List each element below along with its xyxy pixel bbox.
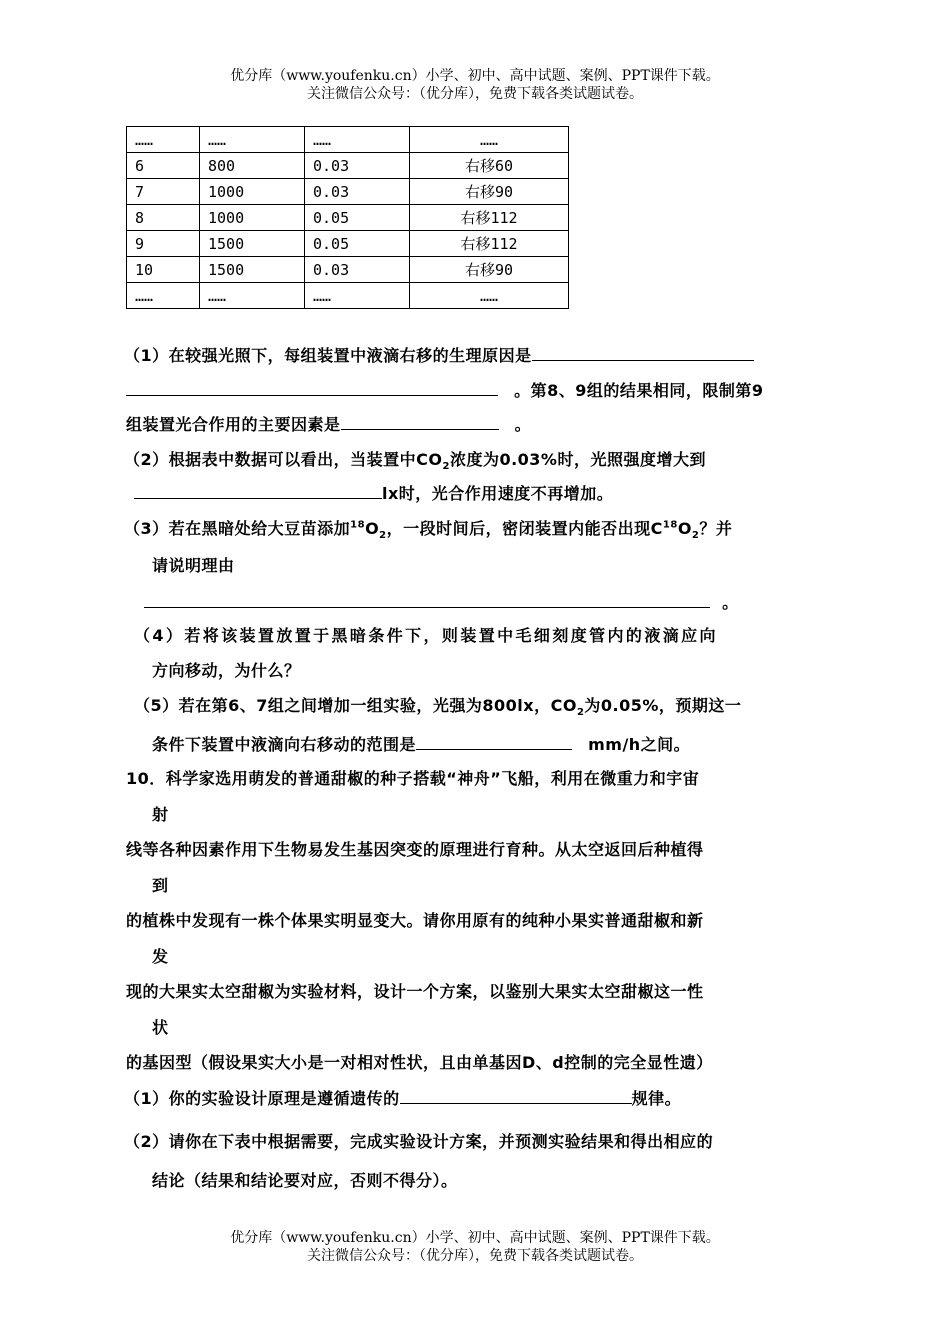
table-cell: 1500 xyxy=(200,231,305,257)
q2-text-b: 浓度为0.03%时，光照强度增大到 xyxy=(449,450,706,469)
q2-line-2 xyxy=(134,481,613,504)
table-cell: 0.03 xyxy=(305,257,410,283)
q3-text-b: O xyxy=(365,519,380,538)
table-cell: 0.05 xyxy=(305,205,410,231)
q5-text-c: 条件下装置中液滴向右移动的范围是 xyxy=(152,735,417,754)
q1-line-3 xyxy=(126,412,531,435)
q3-line-3 xyxy=(144,590,739,613)
table-cell: 1000 xyxy=(200,179,305,205)
table-row xyxy=(127,205,569,231)
q3-line-2: 请说明理由 xyxy=(152,556,235,575)
table-cell: …… xyxy=(305,127,410,153)
table-row xyxy=(127,179,569,205)
q10-line-3: 的植株中发现有一株个体果实明显变大。请你用原有的纯种小果实普通甜椒和新 xyxy=(126,911,704,930)
q4-line-1: （4）若将该装置放置于黑暗条件下，则装置中毛细刻度管内的液滴应向 xyxy=(134,626,718,645)
table-row xyxy=(127,127,569,153)
q5-blank[interactable] xyxy=(416,732,572,750)
q3-text-g: 。 xyxy=(722,593,739,612)
table-cell: 8 xyxy=(127,205,200,231)
table-cell: 0.05 xyxy=(305,231,410,257)
q3-sub-2: 2 xyxy=(691,530,700,542)
q10-line-3b: 发 xyxy=(152,947,169,966)
q10-line-1: 10．科学家选用萌发的普通甜椒的种子搭载“神舟”飞船，利用在微重力和宇宙 xyxy=(126,769,700,788)
table-row xyxy=(127,257,569,283)
q5-text-b: 为0.05%，预期这一 xyxy=(584,696,742,715)
table-cell: 0.03 xyxy=(305,153,410,179)
table-cell: 右移90 xyxy=(410,257,569,283)
data-table xyxy=(126,126,569,309)
q1-blank-2[interactable] xyxy=(126,378,498,396)
q10-part-1-text-a: （1）你的实验设计原理是遵循遗传的 xyxy=(124,1089,400,1108)
q3-text-a: （3）若在黑暗处给大豆苗添加 xyxy=(124,519,351,538)
table-cell: …… xyxy=(410,283,569,309)
q3-text-c: ，一段时间后，密闭装置内能否出现C xyxy=(386,519,663,538)
q4-line-2: 方向移动，为什么？ xyxy=(152,661,301,680)
table-cell: 右移112 xyxy=(410,205,569,231)
table-cell: …… xyxy=(305,283,410,309)
q10-part-1-text-b: 规律。 xyxy=(631,1089,682,1108)
q5-text-d: mm/h之间。 xyxy=(588,735,691,754)
q10-part-1-blank[interactable] xyxy=(400,1086,632,1104)
q10-part-1 xyxy=(124,1086,681,1109)
table-cell: 10 xyxy=(127,257,200,283)
table-row xyxy=(127,153,569,179)
table-cell: …… xyxy=(127,283,200,309)
q1-text-d: 。 xyxy=(514,415,532,434)
q5-sub: 2 xyxy=(576,707,585,719)
q2-text-c: lx时，光合作用速度不再增加。 xyxy=(382,484,614,503)
table-cell: 1000 xyxy=(200,205,305,231)
table-cell: 6 xyxy=(127,153,200,179)
q2-blank[interactable] xyxy=(134,481,382,499)
q10-line-4: 现的大果实太空甜椒为实验材料，设计一个方案，以鉴别大果实太空甜椒这一性 xyxy=(126,982,704,1001)
q2-text-a: （2）根据表中数据可以看出，当装置中CO xyxy=(124,450,443,469)
q5-line-2 xyxy=(152,732,690,755)
table-cell: …… xyxy=(200,127,305,153)
q3-sub-1: 2 xyxy=(379,530,387,542)
q10-part-2-line-2: 结论（结果和结论要对应，否则不得分）。 xyxy=(152,1171,458,1190)
header-line-2: 关注微信公众号：（优分库），免费下载各类试题试卷。 xyxy=(307,86,643,102)
footer-line-1: 优分库（www.youfenku.cn）小学、初中、高中试题、案例、PPT课件下载。 xyxy=(230,1230,720,1246)
q5-text-a: （5）若在第6、7组之间增加一组实验，光强为800lx，CO xyxy=(134,696,577,715)
table-cell: 0.03 xyxy=(305,179,410,205)
q2-sub: 2 xyxy=(442,461,450,473)
table-cell: 1500 xyxy=(200,257,305,283)
table-cell: 800 xyxy=(200,153,305,179)
q10-line-2b: 到 xyxy=(152,876,169,895)
header-line-1: 优分库（www.youfenku.cn）小学、初中、高中试题、案例、PPT课件下载。 xyxy=(230,68,720,84)
table-row xyxy=(127,283,569,309)
table-cell: 右移60 xyxy=(410,153,569,179)
table-cell: …… xyxy=(410,127,569,153)
q3-blank[interactable] xyxy=(144,590,710,608)
q1-blank-3[interactable] xyxy=(341,412,499,430)
table-cell: 9 xyxy=(127,231,200,257)
table-cell: …… xyxy=(200,283,305,309)
q1-line-2 xyxy=(126,378,763,401)
q1-line-1 xyxy=(124,343,754,366)
q10-line-5: 的基因型（假设果实大小是一对相对性状，且由单基因D、d控制的完全显性遗） xyxy=(126,1053,713,1072)
q3-text-e: ？并 xyxy=(699,519,733,538)
table-cell: …… xyxy=(127,127,200,153)
table-cell: 7 xyxy=(127,179,200,205)
table-row xyxy=(127,231,569,257)
q1-blank-1[interactable] xyxy=(532,343,754,361)
q10-line-1b: 射 xyxy=(152,805,169,824)
table-cell: 右移90 xyxy=(410,179,569,205)
q1-text-c: 组装置光合作用的主要因素是 xyxy=(126,415,341,434)
q5-line-1 xyxy=(134,693,741,718)
q3-sup-1: 18 xyxy=(350,519,366,531)
q1-text-a: （1）在较强光照下，每组装置中液滴右移的生理原因是 xyxy=(124,346,532,365)
q10-part-2-line-1: （2）请你在下表中根据需要，完成实验设计方案，并预测实验结果和得出相应的 xyxy=(124,1132,714,1151)
q1-text-b: 。第8、9组的结果相同，限制第9 xyxy=(514,381,764,400)
q3-line-1 xyxy=(124,516,732,541)
q10-line-4b: 状 xyxy=(152,1018,169,1037)
q3-text-d: O xyxy=(677,519,692,538)
footer-line-2: 关注微信公众号：（优分库），免费下载各类试题试卷。 xyxy=(307,1248,643,1264)
q10-line-2: 线等各种因素作用下生物易发生基因突变的原理进行育种。从太空返回后种植得 xyxy=(126,840,704,859)
table-cell: 右移112 xyxy=(410,231,569,257)
q2-line-1 xyxy=(124,447,706,472)
q3-sup-2: 18 xyxy=(662,519,678,531)
